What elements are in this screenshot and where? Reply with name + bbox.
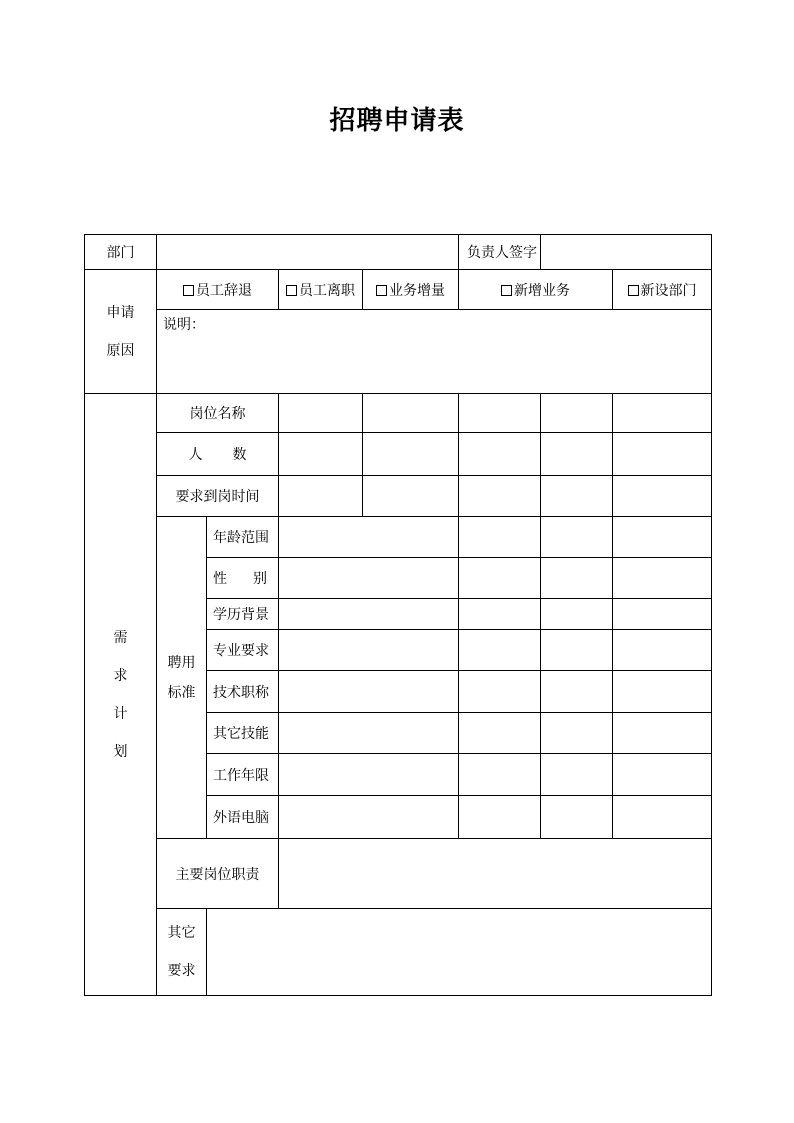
standard-cell[interactable] bbox=[279, 557, 459, 598]
headcount-cell[interactable] bbox=[363, 433, 459, 475]
standard-cell[interactable] bbox=[541, 713, 613, 754]
plan-section-char: 求 bbox=[113, 667, 128, 684]
standard-label-line: 标准 bbox=[167, 684, 196, 701]
standard-skills-label: 其它技能 bbox=[207, 713, 279, 754]
standard-gender-label bbox=[207, 557, 279, 598]
reason-option-business-increase[interactable] bbox=[363, 270, 459, 310]
reason-note-field[interactable] bbox=[157, 310, 712, 394]
standard-cell[interactable] bbox=[541, 516, 613, 557]
standard-cell[interactable] bbox=[459, 671, 541, 713]
arrival-time-cell[interactable] bbox=[363, 475, 459, 516]
reason-option-label: 新增业务 bbox=[514, 282, 570, 299]
reason-label bbox=[85, 270, 157, 394]
standard-age-label: 年龄范围 bbox=[207, 516, 279, 557]
standard-cell[interactable] bbox=[279, 598, 459, 629]
arrival-time-cell[interactable] bbox=[613, 475, 712, 516]
standard-cell[interactable] bbox=[459, 796, 541, 839]
standard-experience-label: 工作年限 bbox=[207, 754, 279, 796]
checkbox-icon[interactable] bbox=[501, 285, 512, 296]
checkbox-icon[interactable] bbox=[376, 285, 387, 296]
headcount-cell[interactable] bbox=[541, 433, 613, 475]
plan-section-char: 需 bbox=[113, 629, 128, 646]
reason-option-label: 新设部门 bbox=[640, 282, 697, 299]
standard-cell[interactable] bbox=[279, 516, 459, 557]
position-name-cell[interactable] bbox=[459, 394, 541, 433]
standard-cell[interactable] bbox=[541, 796, 613, 839]
standard-label bbox=[157, 516, 207, 839]
reason-option-resignation[interactable] bbox=[279, 270, 363, 310]
headcount-label-right: 数 bbox=[232, 447, 247, 464]
standard-language-computer-label: 外语电脑 bbox=[207, 796, 279, 839]
standard-label-line: 聘用 bbox=[167, 654, 196, 671]
gender-char: 别 bbox=[253, 570, 267, 587]
standard-title-label: 技术职称 bbox=[207, 671, 279, 713]
standard-education-label: 学历背景 bbox=[207, 598, 279, 629]
page-title: 招聘申请表 bbox=[329, 106, 465, 136]
reason-option-label: 业务增量 bbox=[389, 282, 445, 299]
position-name-label: 岗位名称 bbox=[157, 394, 279, 433]
other-requirements-field[interactable] bbox=[207, 908, 712, 995]
standard-cell[interactable] bbox=[279, 754, 459, 796]
standard-cell[interactable] bbox=[459, 754, 541, 796]
reason-option-dismissal[interactable] bbox=[157, 270, 279, 310]
reason-option-label: 员工辞退 bbox=[196, 282, 252, 299]
dept-label: 部门 bbox=[85, 235, 157, 270]
arrival-time-cell[interactable] bbox=[279, 475, 363, 516]
reason-label-line: 申请 bbox=[106, 304, 135, 321]
standard-cell[interactable] bbox=[613, 671, 712, 713]
reason-label-line: 原因 bbox=[106, 342, 135, 359]
standard-cell[interactable] bbox=[613, 629, 712, 670]
standard-cell[interactable] bbox=[541, 671, 613, 713]
reason-option-new-business[interactable] bbox=[459, 270, 613, 310]
headcount-label-left: 人 bbox=[188, 447, 203, 464]
standard-cell[interactable] bbox=[459, 557, 541, 598]
signer-label: 负责人签字 bbox=[459, 235, 541, 270]
reason-option-new-department[interactable] bbox=[613, 270, 712, 310]
standard-major-label: 专业要求 bbox=[207, 629, 279, 670]
standard-cell[interactable] bbox=[459, 598, 541, 629]
other-requirements-label bbox=[157, 908, 207, 995]
headcount-cell[interactable] bbox=[613, 433, 712, 475]
arrival-time-cell[interactable] bbox=[459, 475, 541, 516]
headcount-cell[interactable] bbox=[459, 433, 541, 475]
standard-cell[interactable] bbox=[459, 629, 541, 670]
plan-section-label bbox=[85, 394, 157, 996]
standard-cell[interactable] bbox=[279, 629, 459, 670]
checkbox-icon[interactable] bbox=[183, 285, 194, 296]
standard-cell[interactable] bbox=[279, 671, 459, 713]
position-name-cell[interactable] bbox=[363, 394, 459, 433]
plan-section-char: 计 bbox=[113, 705, 128, 722]
arrival-time-cell[interactable] bbox=[541, 475, 613, 516]
standard-cell[interactable] bbox=[459, 516, 541, 557]
standard-cell[interactable] bbox=[541, 629, 613, 670]
checkbox-icon[interactable] bbox=[628, 285, 639, 296]
duties-label: 主要岗位职责 bbox=[157, 839, 279, 908]
duties-field[interactable] bbox=[279, 839, 712, 908]
position-name-cell[interactable] bbox=[541, 394, 613, 433]
recruitment-form-table bbox=[84, 234, 712, 996]
standard-cell[interactable] bbox=[541, 557, 613, 598]
standard-cell[interactable] bbox=[613, 516, 712, 557]
headcount-label bbox=[157, 433, 279, 475]
standard-cell[interactable] bbox=[541, 598, 613, 629]
plan-section-char: 划 bbox=[113, 743, 128, 760]
checkbox-icon[interactable] bbox=[286, 285, 297, 296]
standard-cell[interactable] bbox=[279, 713, 459, 754]
standard-cell[interactable] bbox=[613, 598, 712, 629]
standard-cell[interactable] bbox=[613, 713, 712, 754]
other-label-line: 要求 bbox=[167, 962, 196, 979]
standard-cell[interactable] bbox=[613, 754, 712, 796]
headcount-cell[interactable] bbox=[279, 433, 363, 475]
standard-cell[interactable] bbox=[613, 796, 712, 839]
arrival-time-label: 要求到岗时间 bbox=[157, 475, 279, 516]
reason-note-label: 说明： bbox=[163, 317, 205, 334]
standard-cell[interactable] bbox=[541, 754, 613, 796]
other-label-line: 其它 bbox=[167, 924, 196, 941]
dept-field[interactable] bbox=[157, 235, 459, 270]
reason-option-label: 员工离职 bbox=[299, 282, 355, 299]
standard-cell[interactable] bbox=[459, 713, 541, 754]
position-name-cell[interactable] bbox=[279, 394, 363, 433]
signer-field[interactable] bbox=[541, 235, 712, 270]
standard-cell[interactable] bbox=[279, 796, 459, 839]
position-name-cell[interactable] bbox=[613, 394, 712, 433]
standard-cell[interactable] bbox=[613, 557, 712, 598]
gender-char: 性 bbox=[213, 570, 227, 587]
